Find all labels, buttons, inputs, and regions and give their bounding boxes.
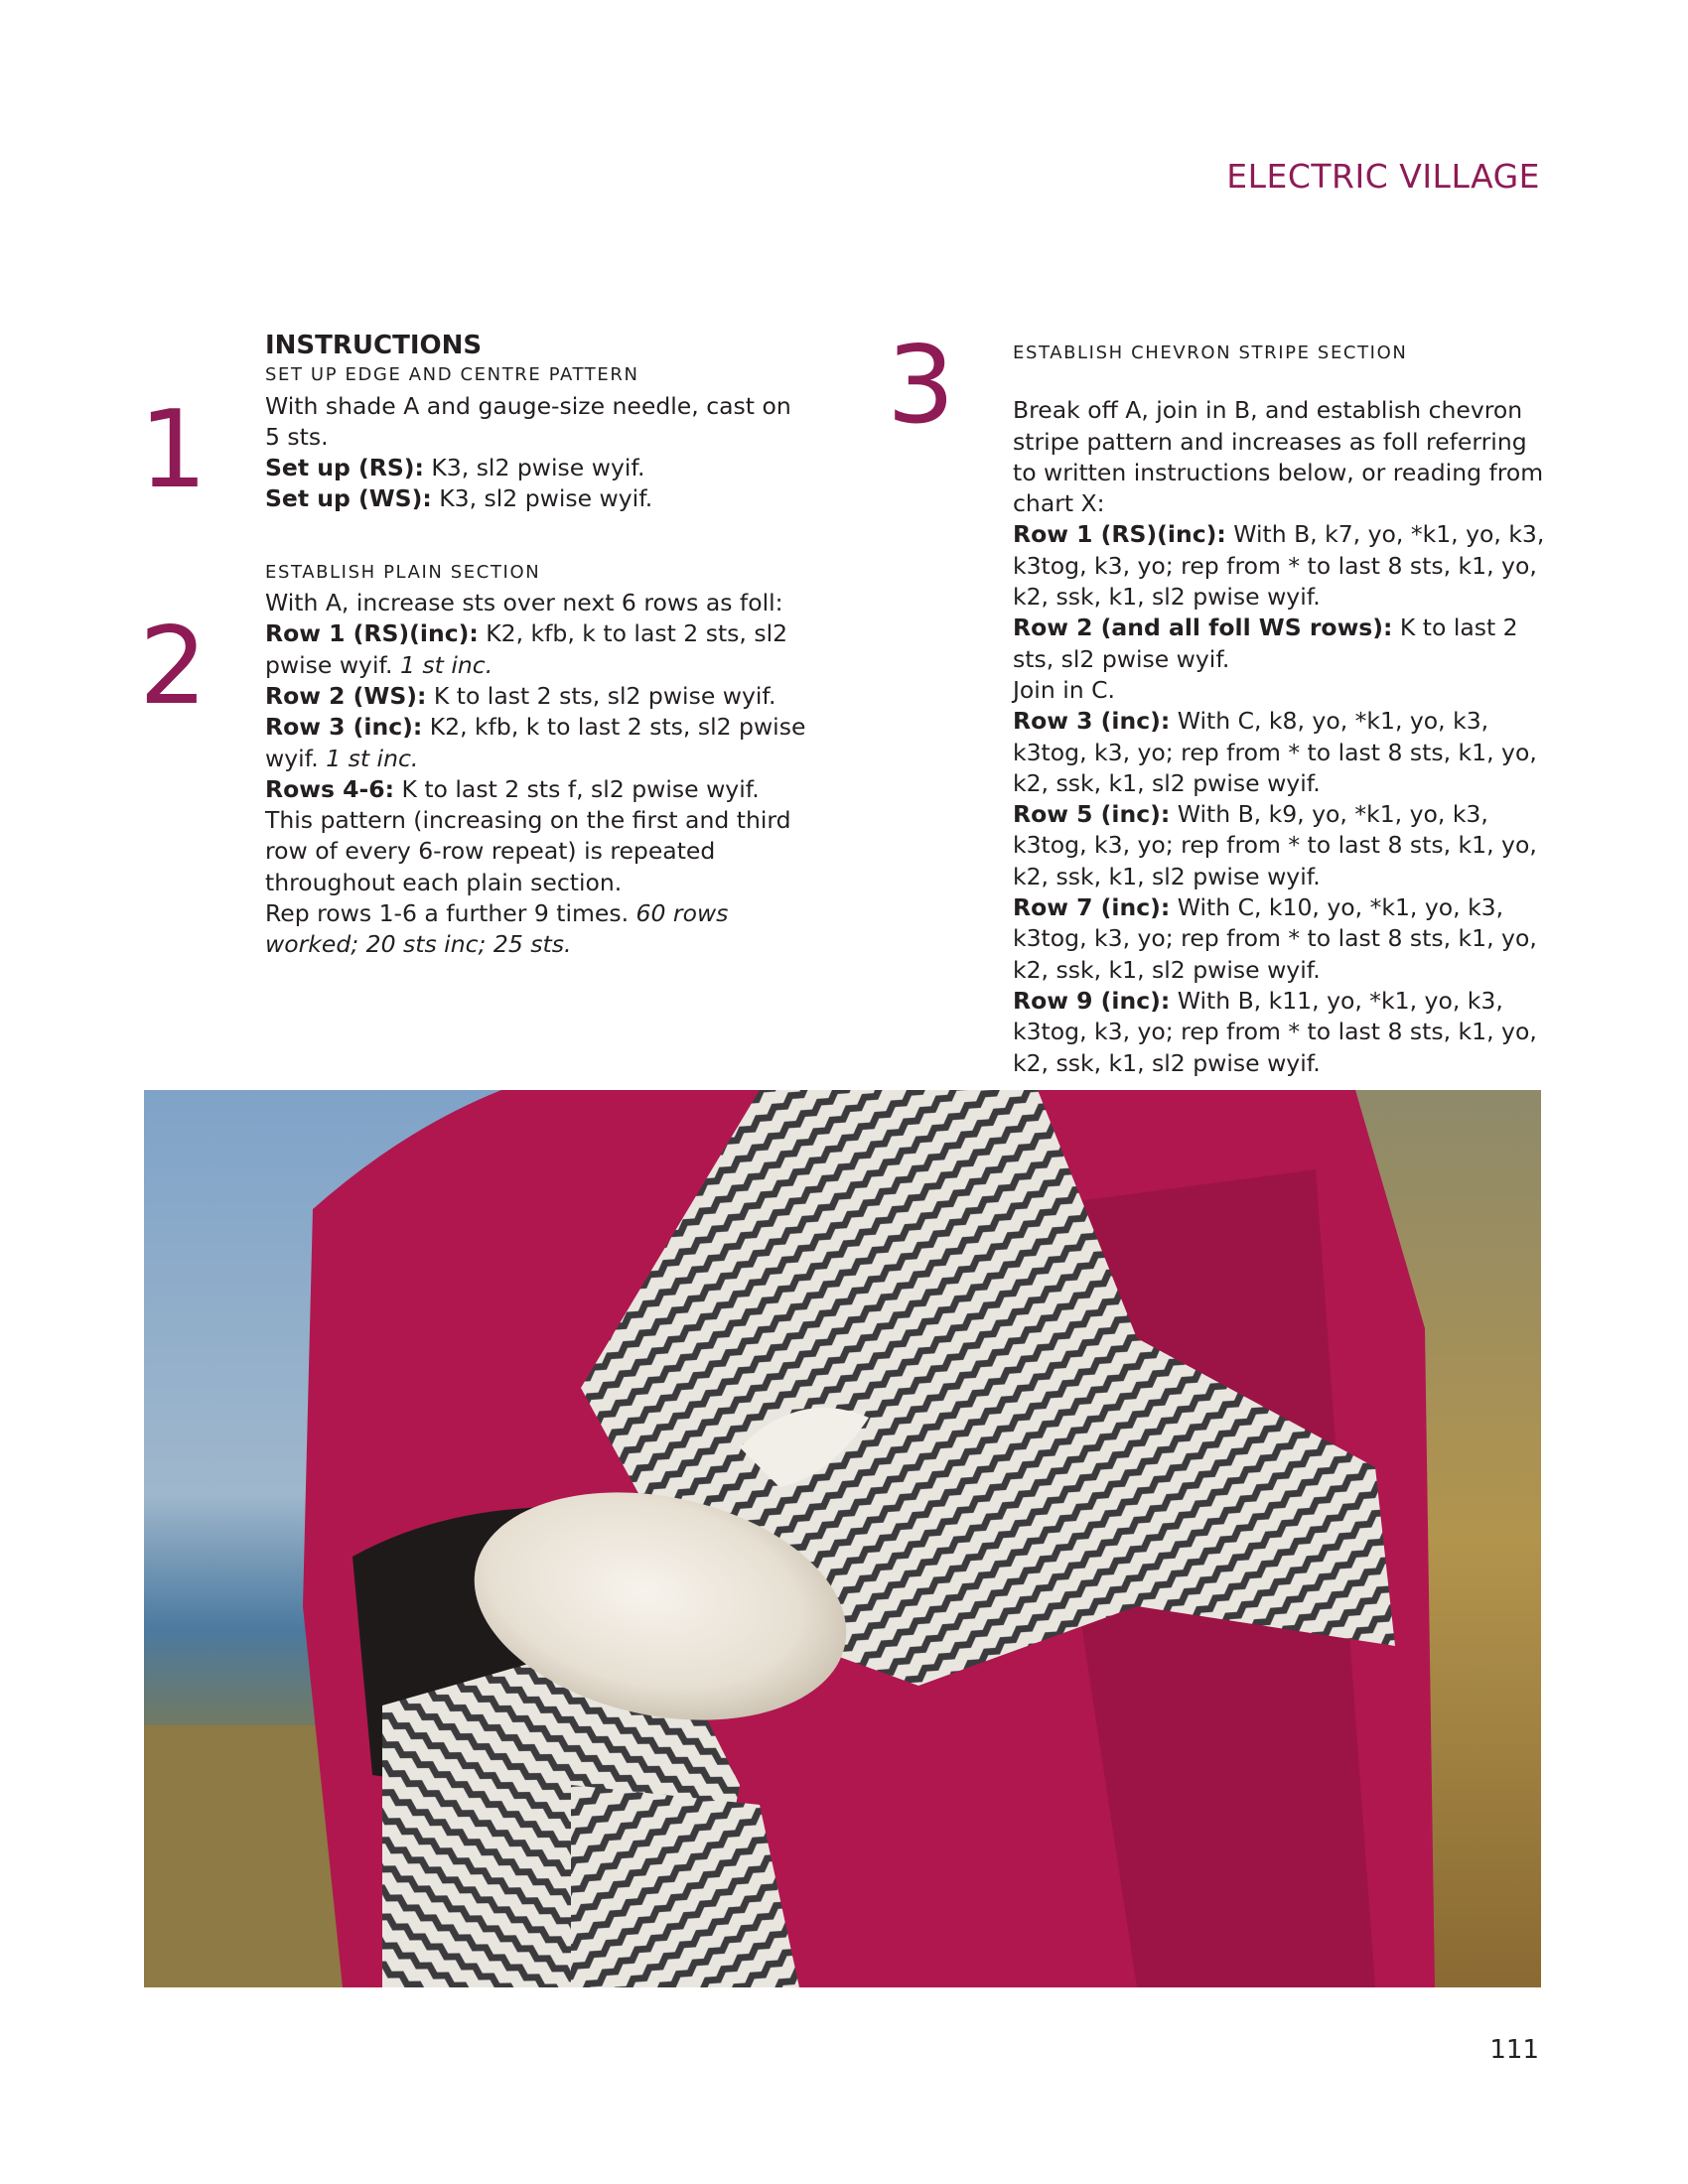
step3-row3: Row 3 (inc): With C, k8, yo, *k1, yo, k3, k3tog, k3, yo; rep from * to last 8 sts, k1, yo, k2, ssk, k1, sl2 pwise wyif. (1013, 707, 1537, 797)
step3-row5: Row 5 (inc): With B, k9, yo, *k1, yo, k3, k3tog, k3, yo; rep from * to last 8 sts, k1, yo, k2, ssk, k1, sl2 pwise wyif. (1013, 800, 1537, 890)
step3-title: ESTABLISH CHEVRON STRIPE SECTION (1013, 342, 1408, 363)
step-number-1: 1 (139, 388, 208, 512)
step3-row7: Row 7 (inc): With C, k10, yo, *k1, yo, k3, k3tog, k3, yo; rep from * to last 8 sts, k1, yo, k2, ssk, k1, sl2 pwise wyif. (1013, 893, 1537, 984)
setup-ws-row: Set up (WS): K3, sl2 pwise wyif. (265, 484, 653, 513)
step2-rows4-6: Rows 4-6: K to last 2 sts f, sl2 pwise wyif. (265, 774, 760, 803)
step1-text: With shade A and gauge-size needle, cast on 5 sts. (265, 391, 791, 451)
step-number-2: 2 (139, 605, 208, 729)
page-number: 111 (1489, 2035, 1539, 2065)
step2-row2: Row 2 (WS): K to last 2 sts, sl2 pwise wyif. (265, 681, 776, 710)
step2-row3: Row 3 (inc): K2, kfb, k to last 2 sts, sl2 pwise wyif. 1 st inc. (265, 713, 806, 772)
right-column (1013, 338, 1549, 1079)
step3-intro: Break off A, join in B, and establish chevron stripe pattern and increases as foll referring to written instructions below, or reading from chart X: (1013, 396, 1544, 518)
step2-note: This pattern (increasing on the first and third row of every 6-row repeat) is repeated throughout each plain section. (265, 806, 791, 896)
step1-title: SET UP EDGE AND CENTRE PATTERN (265, 364, 639, 386)
setup-rs-row: Set up (RS): K3, sl2 pwise wyif. (265, 454, 645, 482)
step2-row1: Row 1 (RS)(inc): K2, kfb, k to last 2 sts, sl2 pwise wyif. 1 st inc. (265, 619, 788, 679)
step3-join: Join in C. (1013, 675, 1115, 704)
step2-repeat: Rep rows 1-6 a further 9 times. 60 rows worked; 20 sts inc; 25 sts. (265, 899, 729, 959)
wrap-photo (144, 1090, 1541, 1987)
step2-title: ESTABLISH PLAIN SECTION (265, 561, 541, 583)
left-column (265, 331, 821, 961)
instructions-heading: INSTRUCTIONS (265, 331, 483, 360)
step3-row9: Row 9 (inc): With B, k11, yo, *k1, yo, k3, k3tog, k3, yo; rep from * to last 8 sts, k1, yo, k2, ssk, k1, sl2 pwise wyif. (1013, 986, 1537, 1077)
running-head: ELECTRIC VILLAGE (1226, 157, 1540, 196)
step3-row2: Row 2 (and all foll WS rows): K to last 2 sts, sl2 pwise wyif. (1013, 614, 1518, 673)
step2-intro: With A, increase sts over next 6 rows as foll: (265, 589, 783, 617)
step3-row1: Row 1 (RS)(inc): With B, k7, yo, *k1, yo, k3, k3tog, k3, yo; rep from * to last 8 sts, k1, yo, k2, ssk, k1, sl2 pwise wyif. (1013, 520, 1545, 612)
step-number-3: 3 (887, 324, 955, 448)
